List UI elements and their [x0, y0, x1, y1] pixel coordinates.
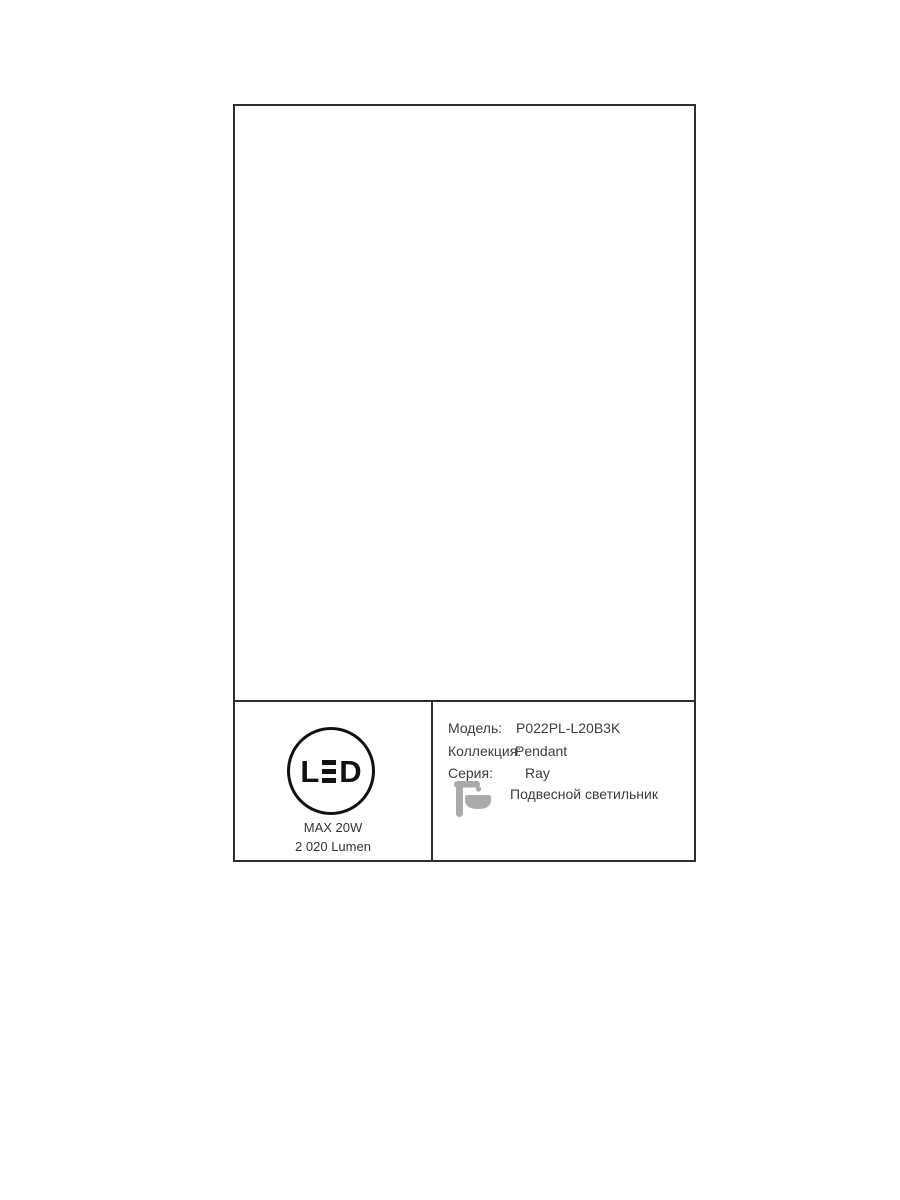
led-logo: [300, 753, 362, 789]
spec-info-cell: [433, 702, 694, 860]
model-label: Модель:: [448, 720, 503, 736]
fixture-type-value: Подвесной светильник: [510, 786, 658, 802]
pendant-lamp-icon: [451, 778, 511, 838]
series-value: Ray: [525, 765, 550, 781]
max-power-label: MAX 20W: [303, 820, 363, 835]
led-badge-cell: [235, 702, 433, 860]
spec-table: [235, 700, 694, 860]
series-label: Серия:: [448, 765, 493, 781]
model-value: P022PL-L20B3K: [516, 720, 621, 736]
sheet-frame: [233, 104, 696, 862]
led-logo-letter-l: L: [300, 753, 320, 789]
led-logo-letter-d: D: [339, 753, 362, 789]
collection-value: Pendant: [515, 743, 568, 759]
led-badge-circle: [287, 727, 375, 815]
collection-label: Коллекция:: [448, 743, 522, 759]
led-logo-letter-e: [322, 760, 336, 783]
lumen-label: 2 020 Lumen: [295, 839, 371, 854]
